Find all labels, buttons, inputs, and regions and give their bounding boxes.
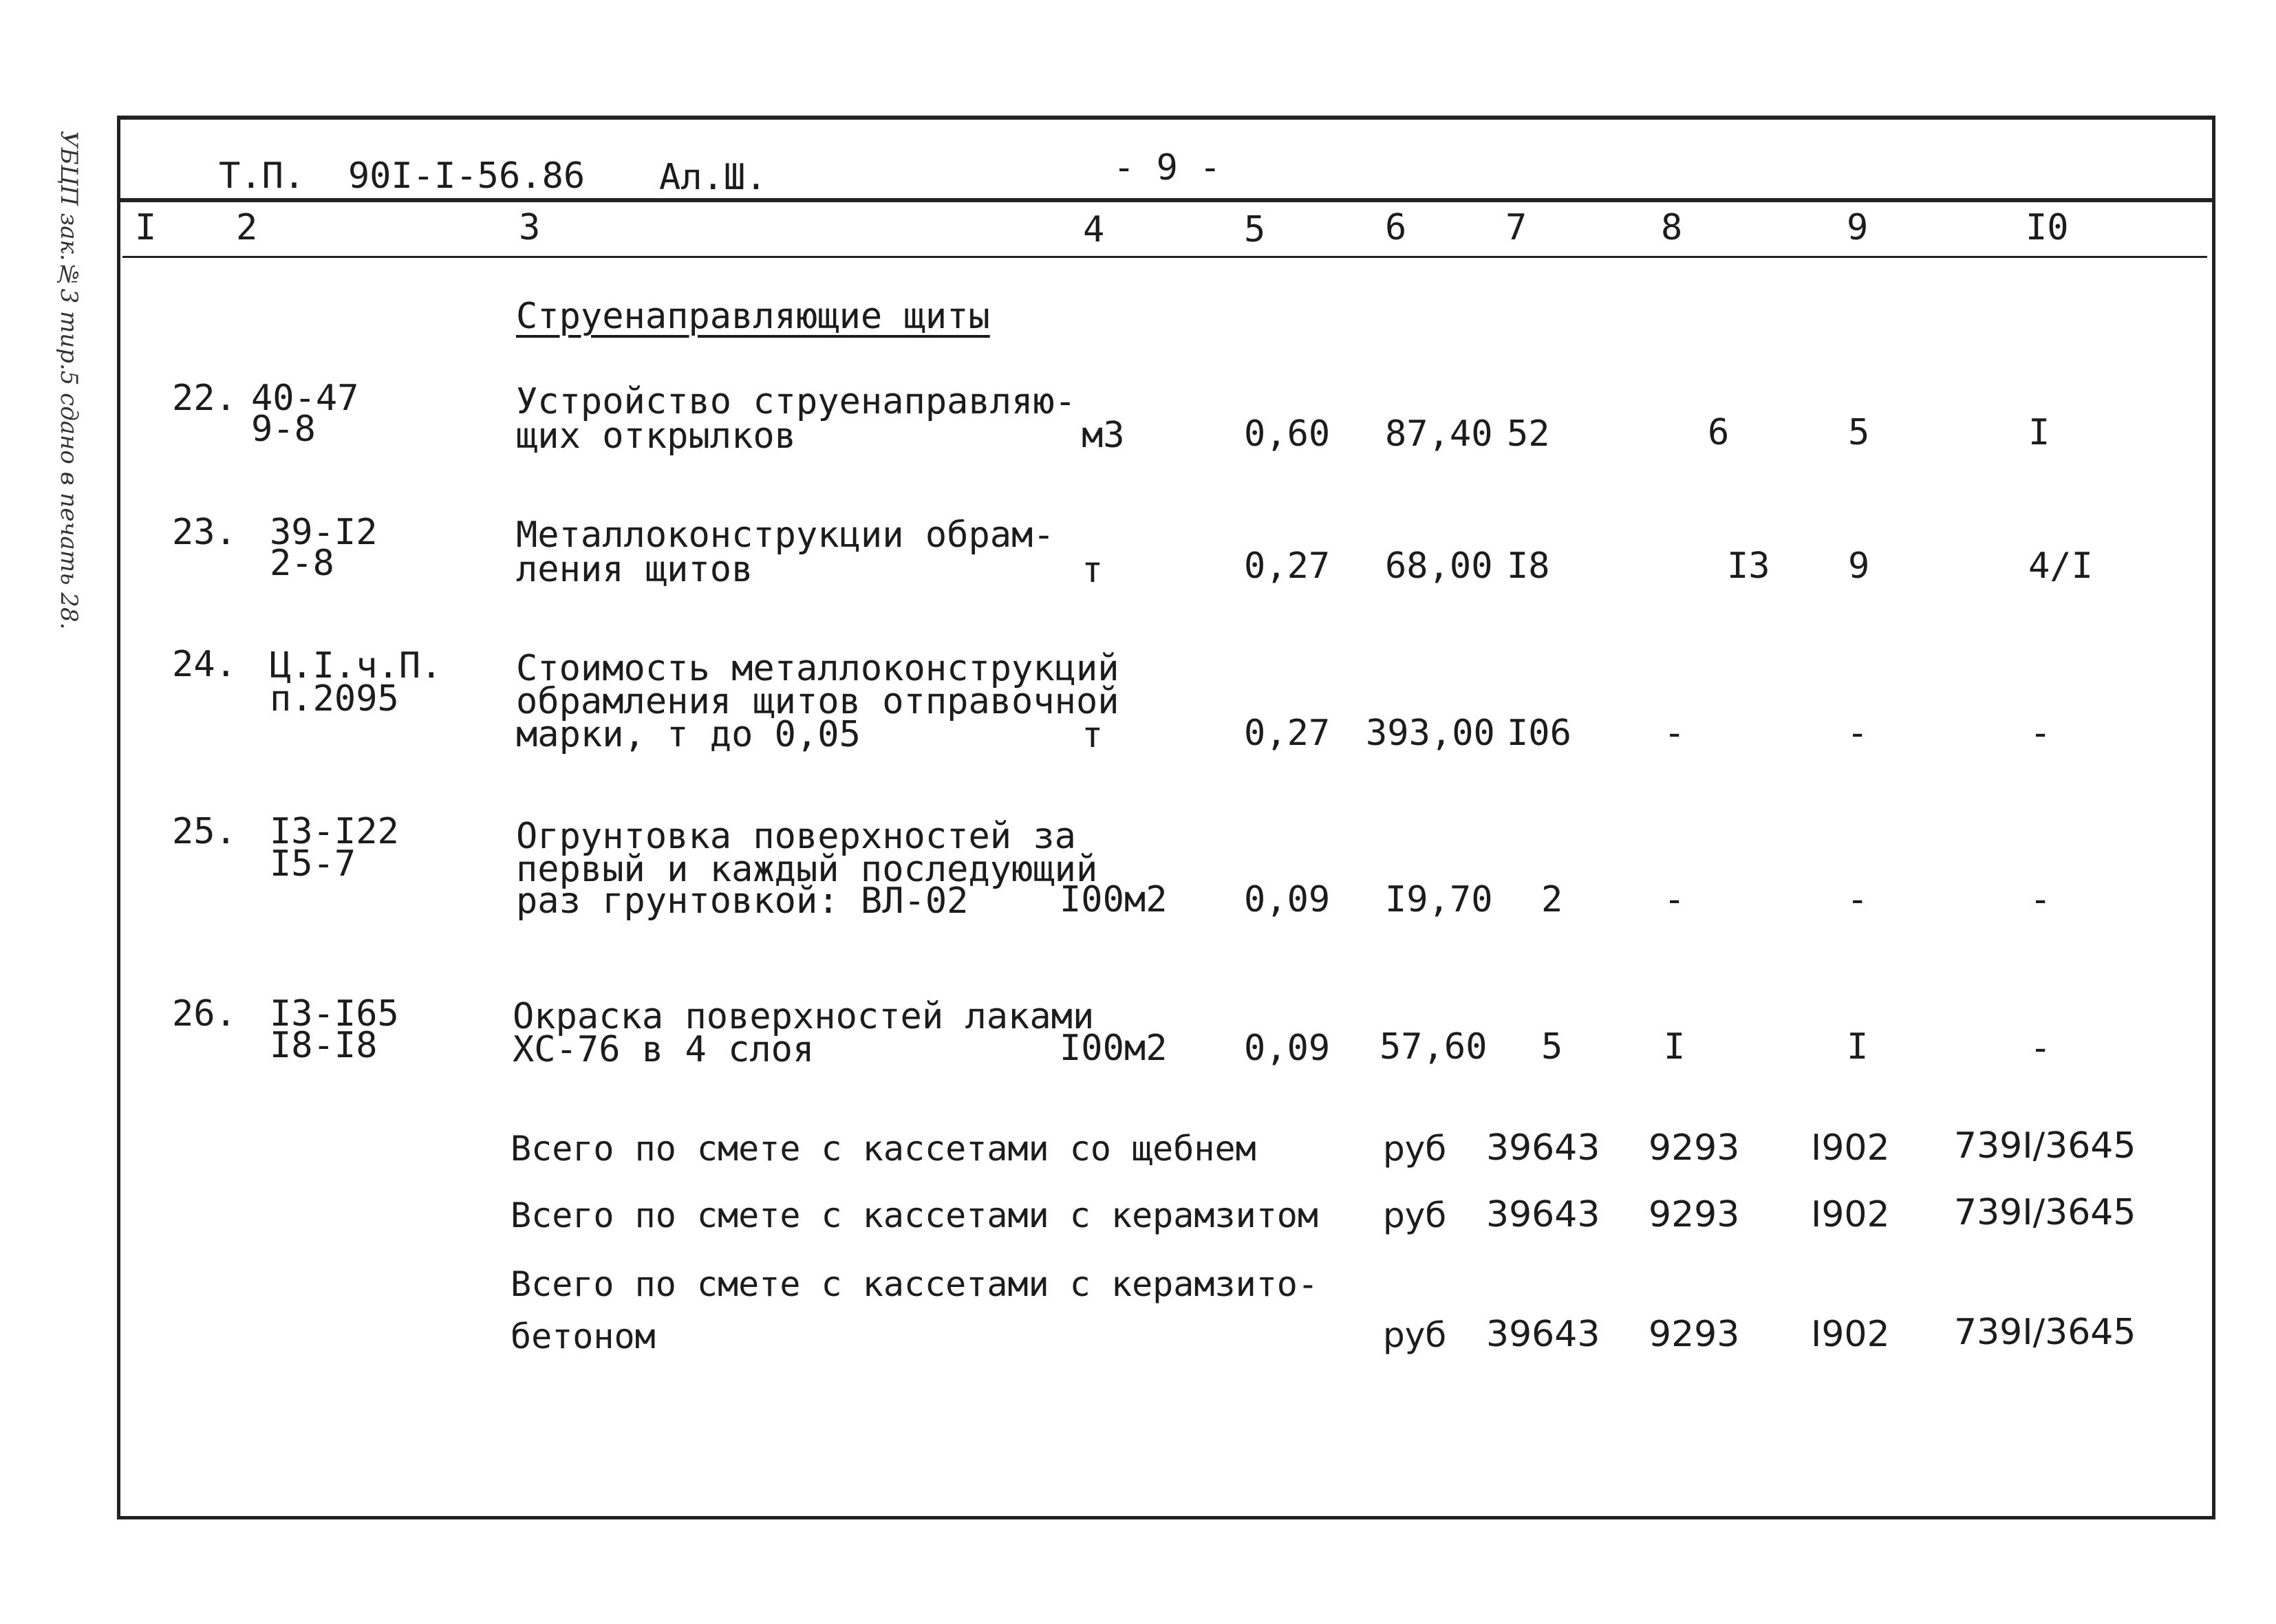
row-col10: I (2028, 412, 2050, 453)
row-name-line2: щих открылков (516, 415, 796, 457)
row-code-sub: 2-8 (270, 543, 334, 584)
total-unit: руб (1383, 1195, 1447, 1235)
row-qty: 0,60 (1244, 413, 1331, 455)
row-number: 25. (172, 811, 237, 852)
row-unit: т (1082, 715, 1104, 756)
row-price: 68,00 (1385, 545, 1493, 587)
row-unit: I00м2 (1060, 1028, 1168, 1069)
margin-stamp: УБЦП зак.№3 тир.5 сдано в печать 28. (55, 131, 83, 630)
col-header-7: 7 (1505, 207, 1527, 248)
row-qty: 0,27 (1244, 713, 1331, 754)
col-header-4: 4 (1083, 209, 1105, 250)
row-code-sub: 9-8 (251, 409, 316, 450)
header-rule (117, 198, 2215, 202)
row-number: 26. (172, 993, 237, 1035)
row-name-line3: раз грунтовкой: ВЛ-02 (516, 880, 969, 922)
row-col7: 52 (1507, 413, 1550, 455)
total-col7: 39643 (1486, 1127, 1600, 1169)
row-code: 40-47 (251, 378, 359, 419)
row-col10: - (2030, 713, 2052, 754)
col-header-10: I0 (2026, 207, 2069, 248)
row-price: I9,70 (1385, 879, 1493, 920)
row-code: Ц.I.ч.П. (270, 645, 442, 686)
total-label: Всего по смете с кассетами с керамзито- (511, 1264, 1318, 1304)
row-col9: - (1847, 879, 1869, 920)
total-col7: 39643 (1486, 1314, 1600, 1355)
row-qty: 0,09 (1244, 1028, 1331, 1069)
total-col8: 9293 (1649, 1314, 1740, 1355)
col-header-8: 8 (1661, 207, 1683, 248)
row-code-sub: I8-I8 (270, 1025, 378, 1066)
col-header-9: 9 (1847, 207, 1869, 248)
row-col8: - (1664, 879, 1686, 920)
total-col10: 739I/3645 (1954, 1312, 2136, 1353)
total-unit: руб (1383, 1315, 1447, 1355)
row-number: 22. (172, 378, 237, 419)
row-col10: 4/I (2028, 545, 2093, 587)
total-col10: 739I/3645 (1954, 1192, 2136, 1233)
col-header-3: 3 (519, 207, 541, 248)
row-name-line2: ления щитов (516, 549, 753, 590)
row-col7: 2 (1541, 879, 1563, 920)
row-col9: 9 (1848, 545, 1870, 587)
section-title: Струенаправляющие щиты (516, 296, 990, 337)
row-name-line1: Устройство струенаправляю- (516, 381, 1076, 422)
row-col9: 5 (1848, 412, 1870, 453)
column-header-rule (122, 256, 2207, 258)
row-unit: т (1082, 550, 1104, 591)
row-unit: м3 (1082, 415, 1125, 456)
row-price: 87,40 (1385, 413, 1493, 455)
row-name-line1: Металлоконструкции обрам- (516, 515, 1055, 556)
row-col7: I06 (1507, 713, 1571, 754)
row-number: 24. (172, 644, 237, 685)
row-price: 57,60 (1379, 1026, 1488, 1068)
total-col8: 9293 (1649, 1127, 1740, 1169)
col-header-5: 5 (1244, 209, 1266, 250)
row-unit: I00м2 (1060, 879, 1168, 920)
row-name-line1: Огрунтовка поверхностей за (516, 816, 1076, 857)
document-frame (117, 116, 2215, 1519)
row-col9: - (1847, 713, 1869, 754)
row-number: 23. (172, 512, 237, 553)
total-col10: 739I/3645 (1954, 1125, 2136, 1167)
total-col8: 9293 (1649, 1194, 1740, 1235)
col-header-2: 2 (236, 207, 258, 248)
row-code: I3-I65 (270, 993, 399, 1035)
doc-code: Т.П. 90I-I-56.86 (219, 155, 586, 197)
row-name-line2: ХС-76 в 4 слоя (513, 1029, 815, 1070)
row-col7: 5 (1541, 1026, 1563, 1068)
row-col8: I (1664, 1026, 1686, 1068)
total-label: Всего по смете с кассетами с керамзитом (511, 1195, 1318, 1235)
row-code-sub: I5-7 (270, 843, 356, 885)
row-price: 393,00 (1366, 713, 1495, 754)
total-col9: I902 (1811, 1194, 1890, 1235)
row-col10: - (2030, 879, 2052, 920)
row-col9: I (1847, 1026, 1869, 1068)
row-name-line2: первый и каждый последующий (516, 849, 1098, 890)
row-col8: - (1664, 713, 1686, 754)
total-label: Всего по смете с кассетами со щебнем (511, 1129, 1256, 1169)
row-col10: - (2030, 1028, 2052, 1069)
album-label: Ал.Ш. (659, 157, 767, 198)
row-name-line1: Окраска поверхностей лаками (513, 996, 1095, 1037)
row-col8: 6 (1708, 412, 1730, 453)
row-qty: 0,27 (1244, 545, 1331, 587)
col-header-6: 6 (1385, 207, 1407, 248)
row-name-line3: марки, т до 0,05 (516, 714, 861, 755)
row-name-line1: Стоимость металлоконструкций (516, 648, 1119, 689)
total-col7: 39643 (1486, 1194, 1600, 1235)
total-unit: руб (1383, 1129, 1447, 1169)
total-col9: I902 (1811, 1127, 1890, 1169)
page-number: - 9 - (1113, 147, 1221, 188)
row-col8: I3 (1727, 545, 1770, 587)
total-label-cont: бетоном (511, 1317, 656, 1356)
row-code-sub: п.2095 (270, 678, 399, 719)
row-code: 39-I2 (270, 512, 378, 553)
row-code: I3-I22 (270, 811, 399, 852)
row-qty: 0,09 (1244, 879, 1331, 920)
col-header-1: I (135, 207, 157, 248)
total-col9: I902 (1811, 1314, 1890, 1355)
row-col7: I8 (1507, 545, 1550, 587)
row-name-line2: обрамления щитов отправочной (516, 681, 1119, 722)
